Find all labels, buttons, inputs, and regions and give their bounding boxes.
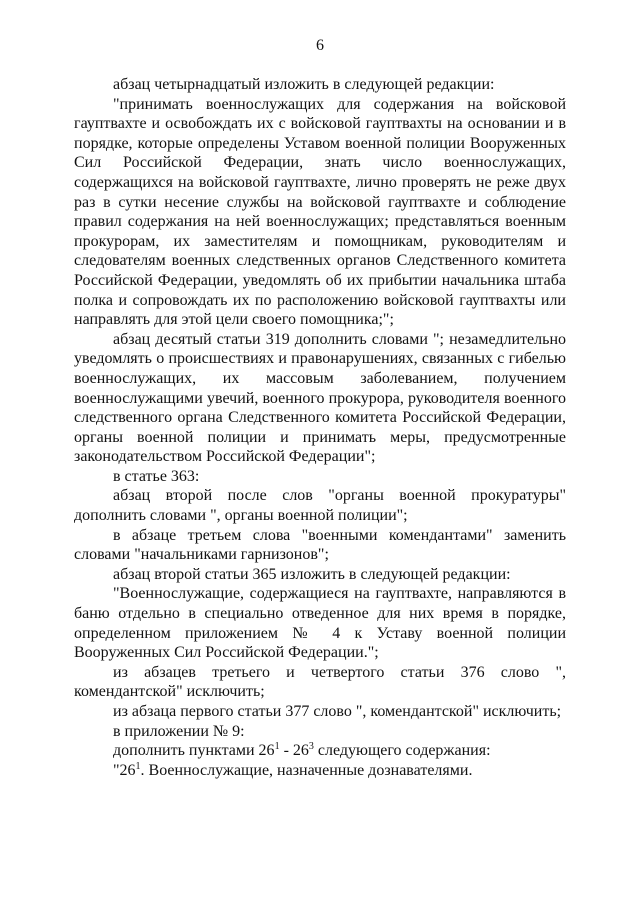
points-text-after: следующего содержания:	[313, 742, 491, 760]
paragraph-10: из абзаца первого статьи 377 слово ", комендантской" исключить;	[113, 703, 562, 720]
paragraph-11: в приложении № 9:	[113, 722, 245, 740]
paragraph-2: "принимать военнослужащих для содержания на войсковой гауптвахте и освобождать их с войсковой гауптвахты на основании и в порядке, которые определены Уставом военной полиции Вооруженных Сил Российской Федерации, знать число военнослужащих, содержащихся на войсковой гауптвахте, лично проверять не реже двух раз в сутки несение службы на войсковой гауптвахте и соблюдение правил содержания на ней военнослужащих; представляться военным прокурорам, их заместителям и помощникам, руководителям и следователям военных следственных органов Следственного комитета Российской Федерации, уведомлять об их прибытии начальника штаба полка и сопровождать их по расположению войсковой гауптвахты или направлять для этой цели своего помощника;";	[74, 95, 566, 329]
paragraph-6: в абзаце третьем слова "военными комендантами" заменить словами "начальниками гарнизонов";	[74, 526, 566, 564]
document-body	[74, 75, 566, 780]
paragraph-5: абзац второй после слов "органы военной прокуратуры" дополнить словами ", органы военной полиции";	[74, 487, 566, 525]
points-text-before: дополнить пунктами 26	[113, 742, 275, 760]
paragraph-3: абзац десятый статьи 319 дополнить словами "; незамедлительно уведомлять о происшествиях и правонарушениях, связанных с гибелью военнослужащих, их массовым заболеванием, получением военнослужащими увечий, военного прокурора, руководителя военного следственного органа Следственного комитета Российской Федерации, органы военной полиции и принимать меры, предусмотренные законодательством Российской Федерации";	[74, 330, 566, 466]
paragraph-8: "Военнослужащие, содержащиеся на гауптвахте, направляются в баню отдельно в специально отведенное для них время в порядке, определенном приложением № 4 к Уставу военной полиции Вооруженных Сил Российской Федерации.";	[74, 585, 566, 662]
paragraph-1: абзац четырнадцатый изложить в следующей редакции:	[113, 76, 495, 93]
item-text-before: "26	[113, 761, 136, 779]
paragraph-4: в статье 363:	[113, 467, 200, 485]
paragraph-points	[74, 741, 566, 761]
points-superscript-from: 1	[274, 741, 280, 753]
points-text-between: - 26	[279, 742, 309, 760]
paragraph-7: абзац второй статьи 365 изложить в следующей редакции:	[113, 565, 511, 583]
item-superscript: 1	[135, 760, 141, 772]
item-text-after: . Военнослужащие, назначенные дознавателями.	[140, 761, 473, 779]
paragraph-9: из абзацев третьего и четвертого статьи 376 слово ", комендантской" исключить;	[74, 663, 566, 701]
page-number: 6	[316, 37, 324, 54]
points-superscript-to: 3	[308, 741, 314, 753]
paragraph-item-26-1	[74, 761, 566, 781]
